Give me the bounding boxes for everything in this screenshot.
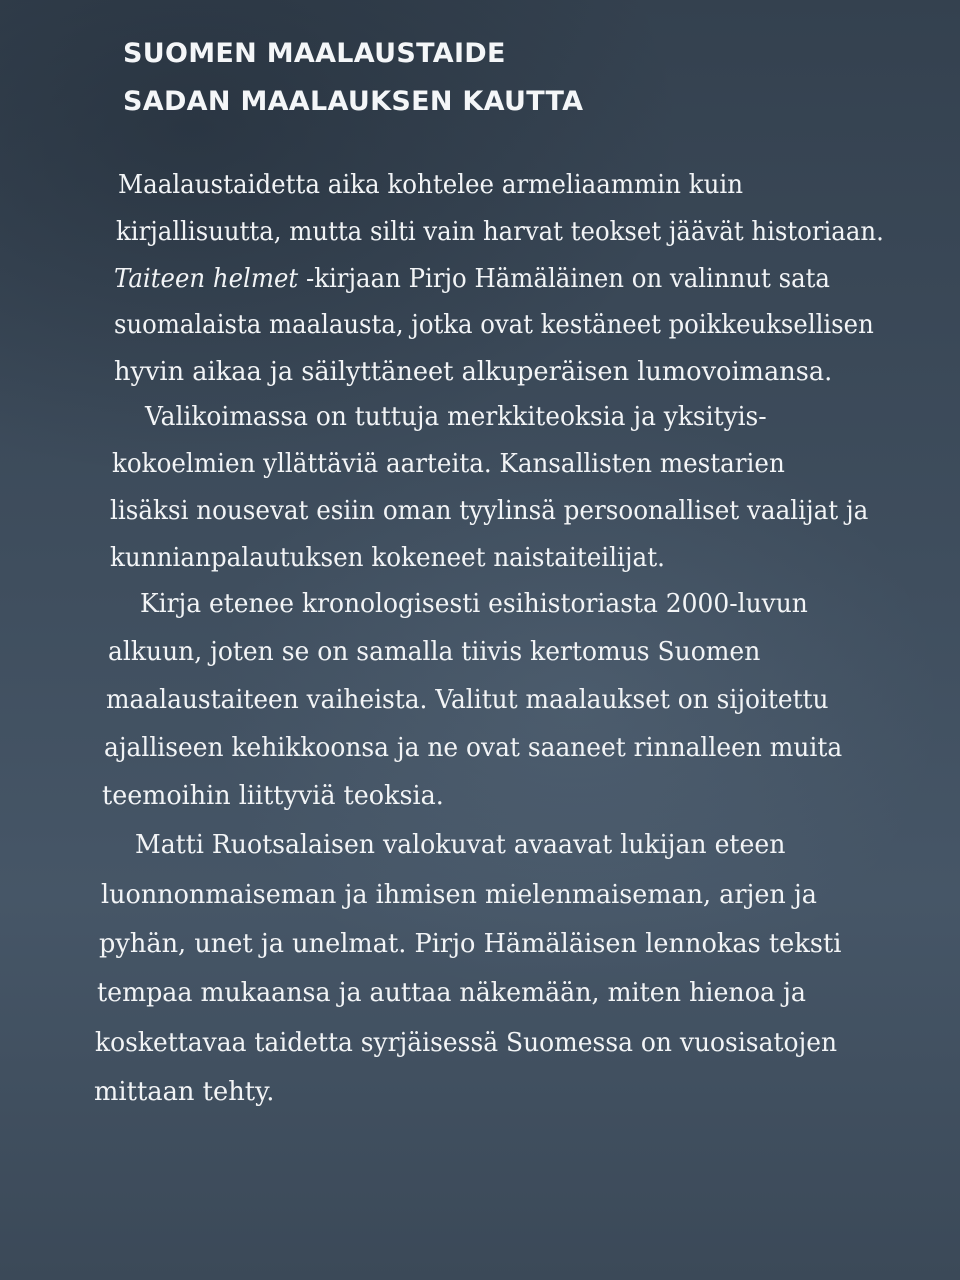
text-line: pyhän, unet ja unelmat. Pirjo Hämäläisen lennokas teksti <box>99 929 842 959</box>
text-line: mittaan tehty. <box>94 1077 275 1107</box>
text-line: Maalaustaidetta aika kohtelee armeliaammin kuin <box>118 170 743 200</box>
text-line: kirjallisuutta, mutta silti vain harvat teokset jäävät historiaan. <box>116 217 884 247</box>
text-line: lisäksi nousevat esiin oman tyylinsä persoonalliset vaalijat ja <box>110 496 869 526</box>
text-line: Valikoimassa on tuttuja merkkiteoksia ja yksityis- <box>145 402 767 432</box>
text-line: alkuun, joten se on samalla tiivis kertomus Suomen <box>108 637 761 667</box>
text-line: kunnianpalautuksen kokeneet naistaiteilijat. <box>110 543 665 573</box>
book-title: Taiteen helmet <box>114 264 299 294</box>
text-line <box>114 264 830 294</box>
text-line: kokoelmien yllättäviä aarteita. Kansallisten mestarien <box>112 449 785 479</box>
text-line: suomalaista maalausta, jotka ovat kestäneet poikkeuksellisen <box>114 310 874 340</box>
heading-line-1: SUOMEN MAALAUSTAIDE <box>123 38 506 69</box>
text-line: hyvin aikaa ja säilyttäneet alkuperäisen lumovoimansa. <box>114 357 833 387</box>
text-line: Matti Ruotsalaisen valokuvat avaavat lukijan eteen <box>135 830 786 860</box>
heading-line-2: SADAN MAALAUKSEN KAUTTA <box>123 86 584 117</box>
text-line: ajalliseen kehikkoonsa ja ne ovat saaneet rinnalleen muita <box>104 733 843 763</box>
text-line: koskettavaa taidetta syrjäisessä Suomessa on vuosisatojen <box>95 1028 838 1058</box>
text-line: teemoihin liittyviä teoksia. <box>102 781 444 811</box>
text-line: Kirja etenee kronologisesti esihistoriasta 2000-luvun <box>140 589 808 619</box>
text-line-rest: -kirjaan Pirjo Hämäläinen on valinnut sata <box>298 264 830 294</box>
text-line: tempaa mukaansa ja auttaa näkemään, miten hienoa ja <box>97 978 806 1008</box>
text-line: luonnonmaiseman ja ihmisen mielenmaiseman, arjen ja <box>101 880 817 910</box>
text-line: maalaustaiteen vaiheista. Valitut maalaukset on sijoitettu <box>106 685 829 715</box>
